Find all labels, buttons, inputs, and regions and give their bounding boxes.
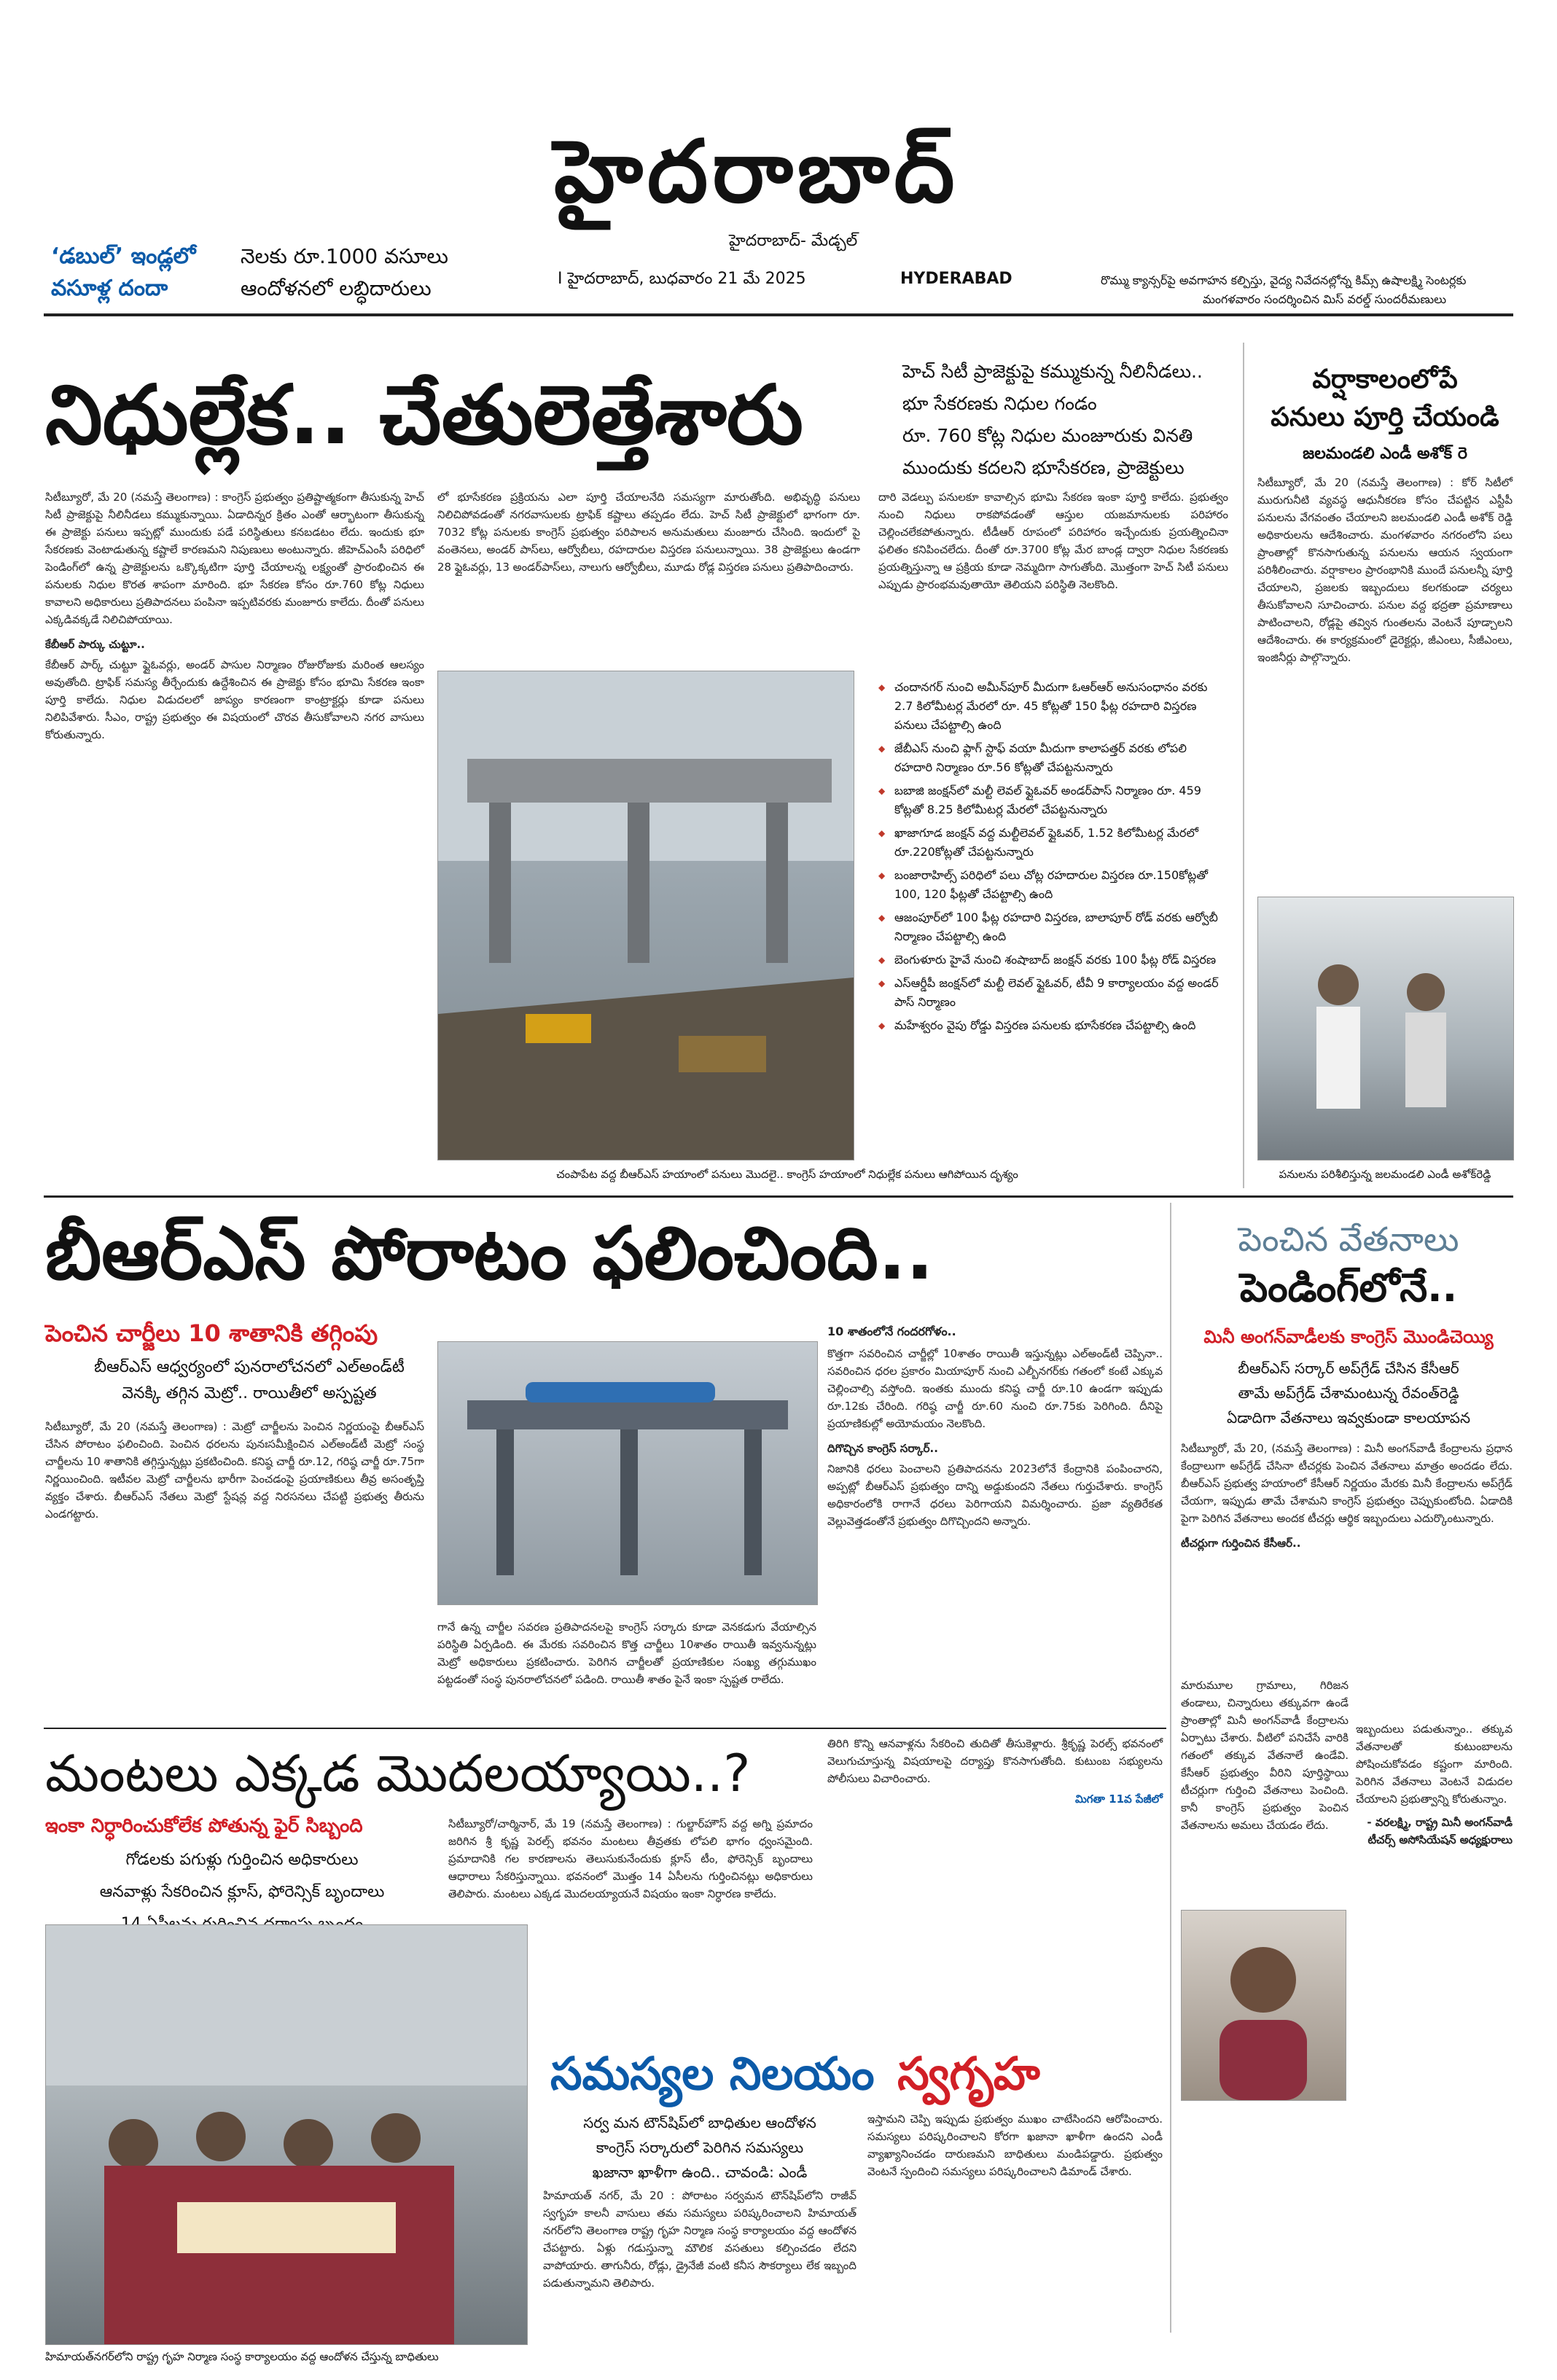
story4-headline-2: స్వగృహ — [897, 2047, 1040, 2100]
sidebar2-deck-3: ఏడాదిగా వేతనాలు ఇవ్వకుండా కాలయాపన — [1226, 1409, 1471, 1427]
story1-bullet-box — [878, 678, 1228, 1039]
teaser-collections[interactable] — [241, 241, 448, 305]
story2-headline[interactable]: బీఆర్ఎస్ పోరాటం ఫలించింది.. — [45, 1211, 934, 1296]
story2-col3-text: కొత్తగా సవరించిన చార్జీల్లో 10శాతం రాయితీ ఇస్తున్నట్లు ఎల్అండ్‌టీ చెప్పినా.. సవరించిన ధరల ప్రకారం మియాపూర్ నుంచి ఎల్బీనగర్‌కు గతంలో కంటే ఎక్కువ చెల్లించాల్సి వస్తోంది. ఇంతకు ముందు కనిష్ఠ చార్జీ రూ.10 ఉండగా ఇప్పుడు రూ.12కు చేరింది. గరిష్ఠ చార్జీ రూ.60 నుంచి రూ.75కు పెరిగింది. దీనిపై ప్రయాణికుల్లో అయోమయం నెలకొంది. — [827, 1347, 1163, 1430]
story2-col3-subhead: దిగొచ్చిన కాంగ్రెస్ సర్కార్.. — [827, 1442, 938, 1455]
bullet-item: ◆ ఖాజాగూడ జంక్షన్ వద్ద మల్టీలెవల్ ఫ్లైఓవర్, 1.52 కిలోమీటర్ల మేరలో రూ.220కోట్లతో చేపట్టనున్నారు — [878, 824, 1228, 862]
story4-deck-1: సర్వ మన టౌన్‌షిప్‌లో బాధితుల ఆందోళన — [583, 2114, 816, 2131]
story1-col1b-text: కేబీఆర్ పార్క్ చుట్టూ ఫ్లైఓవర్లు, అండర్ పాసుల నిర్మాణం రోజురోజుకు మరింత ఆలస్యం అవుతోంది. ట్రాఫిక్ సమస్య తీర్చేందుకు ఉద్దేశించిన ఈ ప్రాజెక్టు కోసం భూమి సేకరణ ఇంకా పూర్తి కాలేదు. నిధుల విడుదలలో జాప్యం కారణంగా కాంట్రాక్టర్లు కూడా పనులు నిలిపివేశారు. సీఎం, రాష్ట్ర ప్రభుత్వం ఈ విషయంలో చొరవ తీసుకోవాలని నగర వాసులు కోరుతున్నారు. — [45, 658, 424, 741]
story2-col2: గానే ఉన్న చార్జీల సవరణ ప్రతిపాదనలపై కాంగ్రెస్ సర్కారు కూడా వెనకడుగు వేయాల్సిన పరిస్థితి ఏర్పడింది. ఈ మేరకు సవరించిన కొత్త చార్జీలు 10శాతం రాయితీ ఇవ్వనున్నట్లు మెట్రో అధికారులు ప్రకటించారు. పెరిగిన చార్జీలతో ప్రయాణికుల సంఖ్య తగ్గుముఖం పట్టడంతో సంస్థ పునరాలోచనలో పడింది. రాయితీ శాతం పైనే ఇంకా స్పష్టత రాలేదు. — [437, 1620, 816, 1686]
sidebar2-divider — [1170, 1203, 1171, 2333]
story4-photo — [45, 1924, 528, 2345]
city-tag: HYDERABAD — [900, 270, 1012, 288]
story1-deck-3: రూ. 760 కోట్ల నిధుల మంజూరుకు వినతి — [902, 425, 1193, 446]
sidebar2-deck — [1177, 1356, 1520, 1430]
sidebar2-headline-2: పెండింగ్‌లోనే.. — [1239, 1265, 1458, 1311]
portrait-illustration — [1182, 1911, 1346, 2100]
bullet-item: ◆ బంజారాహిల్స్ పరిధిలో పలు చోట్ల రహదారుల విస్తరణ రూ.150కోట్లతో 100, 120 ఫీట్లతో చేపట్టాల్సి ఉంది — [878, 866, 1228, 904]
sidebar2-quote-by: - వరలక్ష్మి, రాష్ట్ర మినీ అంగన్‌వాడీ టీచర్స్ అసోసియేషన్ అధ్యక్షురాలు — [1367, 1816, 1513, 1846]
story3-col2 — [827, 1735, 1163, 1808]
story1-col1 — [45, 488, 424, 744]
story2-deck — [45, 1354, 453, 1407]
bullet-item: ◆ బెంగుళూరు హైవే నుంచి శంషాబాద్ జంక్షన్ వరకు 100 ఫీట్ల రోడ్ విస్తరణ — [878, 951, 1228, 969]
story4-deck-2: కాంగ్రెస్ సర్కారులో పెరిగిన సమస్యలు — [596, 2139, 804, 2156]
section-rule-1 — [44, 1195, 1513, 1198]
story2-photo — [437, 1341, 818, 1605]
story4-caption: హిమాయత్‌నగర్‌లోని రాష్ట్ర గృహ నిర్మాణ సంస్థ కార్యాలయం వద్ద ఆందోళన చేస్తున్న బాధితులు — [45, 2350, 439, 2363]
story2-col3 — [827, 1323, 1163, 1530]
bullet-item: ◆ ఎస్ఆర్డీపీ జంక్షన్‌లో మల్టీ లెవల్ ఫ్లైఓవర్, టీవీ 9 కార్యాలయం వద్ద అండర్ పాస్ నిర్మాణం — [878, 974, 1228, 1012]
story1-headline[interactable]: నిధుల్లేక.. చేతులెత్తేశారు — [45, 368, 803, 463]
story1-col1-subhead: కేబీఆర్ పార్కు చుట్టూ.. — [45, 638, 145, 651]
story3-col1: సిటీబ్యూరో/చార్మినార్, మే 19 (నమస్తే తెలంగాణ) : గుల్జార్‌హౌస్ వద్ద అగ్ని ప్రమాదం జరిగిన శ్రీ కృష్ణ పెరల్స్ భవనం మంటలు తీవ్రతకు లోపలి భాగం ధ్వంసమైంది. ప్రమాదానికి గల కారణాలను తెలుసుకునేందుకు క్లూస్ టీం, ఫోరెన్సిక్ బృందాలు ఆధారాలు సేకరిస్తున్నాయి. భవనంలో మొత్తం 14 ఏసీలను గుర్తించినట్లు అధికారులు తెలిపారు. మంటలు ఎక్కడ మొదలయ్యాయనే విషయం ఇంకా నిర్ధారణ కాలేదు. — [448, 1817, 813, 1900]
story1-col1-text: సిటీబ్యూరో, మే 20 (నమస్తే తెలంగాణ) : కాంగ్రెస్ ప్రభుత్వం ప్రతిష్టాత్మకంగా తీసుకున్న హెచ్ సిటీ ప్రాజెక్టుపై నీలినీడలు కమ్ముకున్నాయి. ఏడాదిన్నర క్రితం ఎంతో ఆర్భాటంగా తీసుకున్న ఈ ప్రాజెక్టు పనులు ఇప్పట్లో ముందుకు పడే పరిస్థితులు కనబడటం లేదు. ఇందుకు భూ సేకరణకు వెంటాడుతున్న కష్టాలే కారణమని నిపుణులు అంటున్నారు. జీహెచ్ఎంసీ పరిధిలో పెండింగ్‌లో ఉన్న ప్రాజెక్టులను ఒక్కొక్కటిగా పూర్తి చేయాలన్న లక్ష్యంతో ప్రారంభించిన ఈ పనులకు నిధుల కొరత శాపంగా మారింది. భూ సేకరణ కోసం రూ.760 కోట్ల నిధులు కావాలని అధికారులు ప్రతిపాదనలు పంపినా ఇప్పటివరకు మంజూరు కాలేదు. దీంతో పనులు ఎక్కడివక్కడే నిలిచిపోయాయి. — [45, 491, 424, 626]
story3-continued[interactable]: మిగతా 11వ పేజీలో — [1074, 1792, 1163, 1806]
story4-col2: ఇస్తామని చెప్పి ఇప్పుడు ప్రభుత్వం ముఖం చాటేసిందని ఆరోపించారు. సమస్యలు పరిష్కరించాలని కోరగా ఖజానా ఖాళీగా ఉందని ఎండీ వ్యాఖ్యానించడం దారుణమని బాధితులు మండిపడ్డారు. ప్రభుత్వం వెంటనే స్పందించి సమస్యలు పరిష్కరించాలని డిమాండ్ చేశారు. — [867, 2112, 1163, 2178]
sidebar1-divider — [1243, 343, 1244, 1188]
bullet-item: ◆ ఆజంపూర్‌లో 100 ఫీట్ల రహదారి విస్తరణ, బాలాపూర్ రోడ్ వరకు ఆర్వోబీ నిర్మాణం చేపట్టాల్సి ఉంది — [878, 908, 1228, 946]
story1-col3: దారి వెడల్పు పనులకూ కావాల్సిన భూమి సేకరణ ఇంకా పూర్తి కాలేదు. ప్రభుత్వం నుంచి నిధులు రాకపోవడంతో ఆస్తుల యజమానులకు పరిహారం చెల్లించలేకపోతున్నారు. టీడీఆర్ రూపంలో పరిహారం ఇచ్చేందుకు ప్రయత్నించినా ఫలితం కనిపించలేదు. దీంతో రూ.3700 కోట్ల మేర బాండ్ల ద్వారా నిధుల సేకరణకు ప్రయత్నిస్తున్నా ఆ ప్రక్రియ కూడా నెమ్మదిగా సాగుతోంది. మొత్తంగా హెచ్ సిటీ పనులు ఎప్పుడు ప్రారంభమవుతాయో తెలియని పరిస్థితి నెలకొంది. — [878, 491, 1228, 591]
story1-deck-1: హెచ్ సిటీ ప్రాజెక్టుపై కమ్ముకున్న నీలినీడలు.. — [902, 361, 1203, 382]
story1-caption: చంపాపేట వద్ద బీఆర్ఎస్ హయాంలో పనులు మొదలై.. కాంగ్రెస్ హయాంలో నిధుల్లేక పనులు ఆగిపోయిన దృశ్యం — [556, 1168, 1018, 1181]
metro-station-illustration — [438, 1342, 817, 1604]
story4-headline[interactable] — [550, 2045, 1040, 2103]
story2-col3-head: 10 శాతంలోనే గందరగోళం.. — [827, 1324, 956, 1338]
teaser-line-1: ‘డబుల్’ ఇండ్లలో — [51, 243, 196, 269]
sidebar2-deck-1: బీఆర్ఎస్ సర్కార్ అప్‌గ్రేడ్ చేసిన కేసీఆర్ — [1238, 1359, 1459, 1377]
sidebar2-quote: ఇబ్బందులు పడుతున్నాం.. తక్కువ వేతనాలతో కుటుంబాలను పోషించుకోవడం కష్టంగా మారింది. పెరిగిన వేతనాలు వెంటనే విడుదల చేయాలని ప్రభుత్వాన్ని కోరుతున్నాం. — [1356, 1722, 1513, 1806]
story4-headline-1: సమస్యల నిలయం — [550, 2047, 875, 2100]
sidebar1-caption: పనులను పరిశీలిస్తున్న జలమండలి ఎండీ అశోక్‌రెడ్డి — [1279, 1168, 1491, 1181]
story4-deck-3: ఖజానా ఖాళీగా ఉంది.. చావండి: ఎండీ — [592, 2164, 808, 2181]
story3-deck-2: ఆనవాళ్లు సేకరించిన క్లూస్, ఫోరెన్సిక్ బృందాలు — [99, 1883, 385, 1901]
sidebar2-portrait — [1181, 1910, 1346, 2101]
note-line-2: మంగళవారం సందర్శించిన మిస్ వరల్డ్ సుందరీమణులు — [1203, 292, 1446, 306]
miss-world-note — [1101, 271, 1509, 309]
sidebar2-body-text: సిటీబ్యూరో, మే 20, (నమస్తే తెలంగాణ) : మినీ అంగన్‌వాడీ కేంద్రాలను ప్రధాన కేంద్రాలుగా అప్‌గ్రేడ్ చేసినా టీచర్లకు పెంచిన వేతనాలు మాత్రం అందడం లేదు. బీఆర్ఎస్ ప్రభుత్వ హయాంలో కేసీఆర్ నిర్ణయం మేరకు మినీ కేంద్రాలను అప్‌గ్రేడ్ చేయగా, ఇప్పుడు తామే చేశామని కాంగ్రెస్ ప్రభుత్వం చెప్పుకుంటోంది. ఏడాదికి పైగా పెరిగిన వేతనాలు అందక టీచర్లు ఆర్థిక ఇబ్బందులు ఎదుర్కొంటున్నారు. — [1181, 1442, 1513, 1525]
sidebar1-body: సిటీబ్యూరో, మే 20 (నమస్తే తెలంగాణ) : కోర్ సిటీలో మురుగునీటి వ్యవస్థ ఆధునీకరణ కోసం చేపట్టిన ఎస్టీపీ పనులను వేగవంతం చేయాలని జలమండలి ఎండీ అశోక్ రెడ్డి అధికారులను ఆదేశించారు. మంగళవారం నగరంలోని పలు ప్రాంతాల్లో కొనసాగుతున్న పనులను ఆయన స్వయంగా పరిశీలించారు. వర్షాకాలం ప్రారంభానికి ముందే పనులన్నీ పూర్తి చేయాలని, ప్రజలకు ఇబ్బందులు కలగకుండా చర్యలు తీసుకోవాలని సూచించారు. పనుల వద్ద భద్రతా ప్రమాణాలు పాటించాలని, రోడ్లపై తవ్విన గుంతలను వెంటనే పూడ్చాలని ఆదేశించారు. ఈ కార్యక్రమంలో డైరెక్టర్లు, జీఎంలు, సీజీఎంలు, ఇంజినీర్లు పాల్గొన్నారు. — [1257, 476, 1513, 664]
story1-deck-4: ముందుకు కదలని భూసేకరణ, ప్రాజెక్టులు — [902, 457, 1185, 478]
story4-deck — [543, 2110, 856, 2185]
story2-deck-2: వెనక్కి తగ్గిన మెట్రో.. రాయితీలో అస్పష్టత — [122, 1384, 377, 1402]
dateline: I హైదరాబాద్, బుధవారం 21 మే 2025 — [558, 270, 806, 288]
note-line-1: రొమ్ము క్యాన్సర్‌పై అవగాహన కల్పిస్తు, వైద్య నివేదనల్లోన్న కిమ్స్ ఉషాలక్ష్మి సెంటర్లకు — [1101, 273, 1467, 287]
story3-col2-text: తిరిగి కొన్ని ఆనవాళ్లను సేకరించి తుదితో తీసుకెళ్లారు. శ్రీకృష్ణ పెరల్స్ భవనంలో వెలుగుచూస్తున్న విషయాలపై దర్యాప్తు కొనసాగుతోంది. కుటుంబ సభ్యులను పోలీసులు విచారించారు. — [827, 1737, 1163, 1785]
teaser-line-4: ఆందోళనలో లబ్ధిదారులు — [241, 276, 432, 300]
sidebar2-body-2: మారుమూల గ్రామాలు, గిరిజన తండాలు, చిన్నారులు తక్కువగా ఉండే ప్రాంతాల్లో మినీ అంగన్‌వాడీ కేంద్రాలను ఏర్పాటు చేశారు. వీటిలో పనిచేసే వారికి గతంలో తక్కువ వేతనాలే ఉండేవి. కేసీఆర్ ప్రభుత్వం వీరిని పూర్తిస్థాయి టీచర్లుగా గుర్తించి వేతనాలు పెంచింది. కానీ కాంగ్రెస్ ప్రభుత్వం పెంచిన వేతనాలను అమలు చేయడం లేదు. — [1181, 1679, 1349, 1832]
sidebar1-headline-1: వర్షాకాలంలోపే — [1312, 364, 1458, 394]
story1-deck — [902, 356, 1223, 484]
sidebar2-headline-1: పెంచిన వేతనాలు — [1238, 1220, 1459, 1259]
sidebar2-subhead: టీచర్లుగా గుర్తించిన కేసీఆర్.. — [1181, 1537, 1301, 1550]
story2-col3-text-2: నిజానికి ధరలు పెంచాలని ప్రతిపాదనను 2023లోనే కేంద్రానికి పంపించారని, అప్పట్లో బీఆర్ఎస్ ప్రభుత్వం దాన్ని అడ్డుకుందని నేతలు గుర్తుచేశారు. కాంగ్రెస్ అధికారంలోకి రాగానే ధరలు పెరిగాయని విమర్శించారు. ప్రజా వ్యతిరేకత వెల్లువెత్తడంతోనే ప్రభుత్వం దిగొచ్చిందని అన్నారు. — [827, 1462, 1163, 1528]
story2-kicker: పెంచిన చార్జీలు 10 శాతానికి తగ్గింపు — [45, 1319, 378, 1347]
story2-col1: సిటీబ్యూరో, మే 20 (నమస్తే తెలంగాణ) : మెట్రో చార్జీలను పెంచిన నిర్ణయంపై బీఆర్ఎస్ చేసిన పోరాటం ఫలించింది. పెంచిన ధరలను పునఃసమీక్షించిన ఎల్అండ్‌టీ మెట్రో సంస్థ చార్జీలను 10 శాతానికి తగ్గిస్తున్నట్లు ప్రకటించింది. కనిష్ఠ చార్జీ రూ.12, గరిష్ఠ చార్జీ రూ.75గా నిర్ణయించింది. ఇటీవల మెట్రో చార్జీలను భారీగా పెంచడంపై ప్రయాణికులు తీవ్ర అసంతృప్తి వ్యక్తం చేశారు. బీఆర్ఎస్ నేతలు మెట్రో స్టేషన్ల వద్ద నిరసనలు చేపట్టి ప్రభుత్వ తీరును ఎండగట్టారు. — [45, 1420, 424, 1521]
masthead-subtitle: హైదరాబాద్- మేడ్చల్ — [729, 232, 858, 250]
road-construction-illustration — [438, 671, 854, 1160]
story3-headline[interactable]: మంటలు ఎక్కడ మొదలయ్యాయి..? — [45, 1744, 751, 1803]
story4-col1: హిమాయత్ నగర్, మే 20 : పోరాటం సర్వమన టౌన్‌షిప్‌లోని రాజీవ్ స్వగృహ కాలనీ వాసులు తమ సమస్యలు పరిష్కరించాలని హిమాయత్ నగర్‌లోని తెలంగాణ రాష్ట్ర గృహ నిర్మాణ సంస్థ కార్యాలయం వద్ద ఆందోళన చేపట్టారు. ఏళ్లు గడుస్తున్నా మౌలిక వసతులు కల్పించడం లేదని వాపోయారు. తాగునీరు, రోడ్లు, డ్రైనేజీ వంటి కనీస సౌకర్యాలు లేక ఇబ్బంది పడుతున్నామని తెలిపారు. — [543, 2189, 856, 2290]
story3-kicker: ఇంకా నిర్ధారించుకోలేక పోతున్న ఫైర్ సిబ్బంది — [45, 1815, 363, 1837]
protest-crowd-illustration — [46, 1925, 527, 2344]
story1-col2: లో భూసేకరణ ప్రక్రియను ఎలా పూర్తి చేయాలనేది సమస్యగా మారుతోంది. అభివృద్ధి పనులు నిలిచిపోవడంతో నగరవాసులకు ట్రాఫిక్ కష్టాలు తప్పడం లేదు. హెచ్ సిటీ ప్రాజెక్టులో భాగంగా రూ. 7032 కోట్ల పనులకు కాంగ్రెస్ ప్రభుత్వం పరిపాలన అనుమతులు మంజూరు చేసింది. ఇందులో పై వంతెనలు, అండర్ పాస్‌లు, ఆర్వోబీలు, రహదారుల విస్తరణ పనులున్నాయి. 38 ప్రాజెక్టులు ఉండగా 28 ఫ్లైఓవర్లు, 13 అండర్‌పాస్‌లు, నాలుగు ఆర్వోబీలు, మూడు రోడ్ల విస్తరణ పనులు ప్రతిపాదించారు. — [437, 491, 860, 574]
sidebar2-deck-2: తామే అప్‌గ్రేడ్ చేశామంటున్న రేవంత్‌రెడ్డి — [1238, 1384, 1459, 1402]
bullet-item: ◆ మహేశ్వరం వైపు రోడ్డు విస్తరణ పనులకు భూసేకరణ చేపట్టాల్సి ఉంది — [878, 1016, 1228, 1035]
officials-inspection-illustration — [1258, 897, 1513, 1160]
teaser-line-3: నెలకు రూ.1000 వసూలు — [241, 244, 448, 268]
bullet-item: ◆ చందానగర్ నుంచి అమీన్‌పూర్ మీదుగా ఓఆర్ఆర్ అనుసంధానం వరకు 2.7 కిలోమీటర్ల మేరలో రూ. 45 కోట్లతో 150 ఫీట్ల రహదారి విస్తరణ పనులు చేపట్టాల్సి ఉంది — [878, 678, 1228, 735]
masthead-rule — [44, 313, 1513, 316]
story3-deck-1: గోడలకు పగుళ్లు గుర్తించిన అధికారులు — [125, 1851, 359, 1869]
sidebar2-body-3 — [1356, 1720, 1513, 1849]
sidebar1-photo — [1257, 897, 1514, 1160]
story1-deck-2: భూ సేకరణకు నిధుల గండం — [902, 393, 1097, 414]
section-rule-2 — [44, 1728, 1166, 1729]
sidebar2-kicker: మినీ అంగన్‌వాడీలకు కాంగ్రెస్ మొండిచెయ్యి — [1203, 1327, 1494, 1347]
story1-bullets — [878, 678, 1228, 1035]
story1-photo — [437, 671, 854, 1160]
sidebar2-headline[interactable] — [1177, 1216, 1520, 1314]
sidebar2-body — [1181, 1440, 1513, 1555]
sidebar1-headline[interactable] — [1250, 361, 1520, 437]
story2-deck-1: బీఆర్ఎస్ ఆధ్వర్యంలో పునరాలోచనలో ఎల్అండ్‌టీ — [94, 1358, 405, 1376]
sidebar1-headline-2: పనులు పూర్తి చేయండి — [1271, 402, 1499, 432]
teaser-line-2: వసూళ్ల దందా — [51, 276, 168, 301]
bullet-item: ◆ బబాజి జంక్షన్‌లో మల్టీ లెవల్ ఫ్లైఓవర్ అండర్‌పాస్ నిర్మాణం రూ. 459 కోట్లతో 8.25 కిలోమీటర్ల మేరలో చేపట్టనున్నారు — [878, 781, 1228, 819]
bullet-item: ◆ జేబీఎస్ నుంచి ఫ్లాగ్ స్టాఫ్ వయా మీదుగా కాలాపత్తర్ వరకు లోపలి రహదారి నిర్మాణం రూ.56 కోట్లతో చేపట్టనున్నారు — [878, 739, 1228, 777]
masthead-title: హైదరాబాద్ — [554, 121, 959, 222]
teaser-double-houses[interactable] — [51, 241, 196, 305]
sidebar1-byline: జలమండలి ఎండీ అశోక్ రె — [1303, 445, 1467, 463]
